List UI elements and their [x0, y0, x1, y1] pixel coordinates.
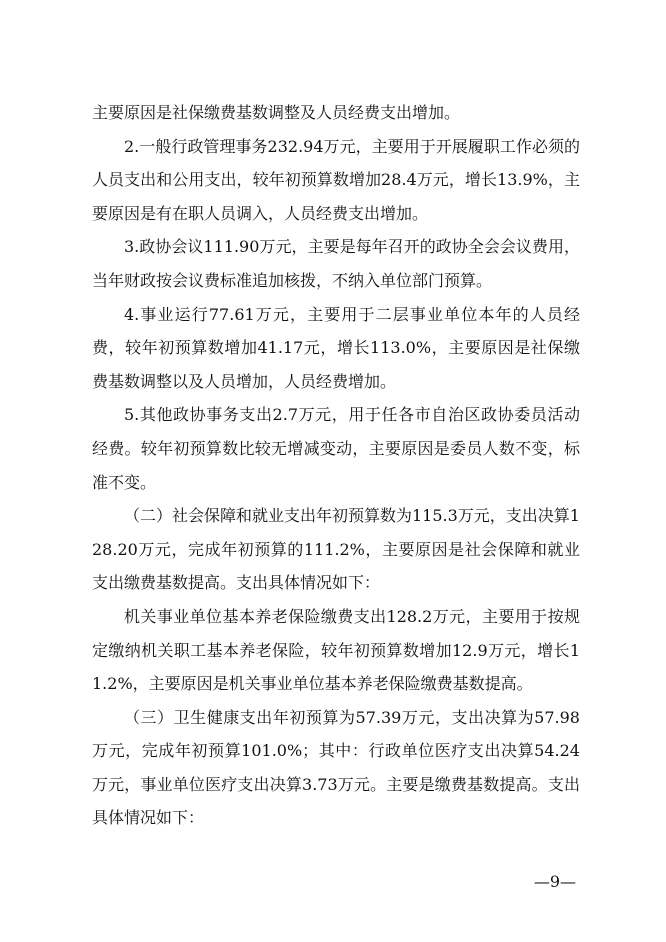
document-body [92, 96, 580, 835]
paragraph-2: 2.一般行政管理事务232.94万元，主要用于开展履职工作必须的人员支出和公用支出，较年初预算数增加28.4万元，增长13.9%，主要原因是有在职人员调入，人员经费支出增加。 [92, 136, 580, 223]
paragraph-7: 机关事业单位基本养老保险缴费支出128.2万元，主要用于按规定缴纳机关职工基本养老保险，较年初预算数增加12.9万元，增长11.2%，主要原因是机关事业单位基本养老保险缴费基数提高。 [92, 606, 580, 694]
page-number: —9— [533, 872, 576, 891]
paragraph-6: （二）社会保障和就业支出年初预算数为115.3万元，支出决算128.20万元，完成年初预算的111.2%，主要原因是社会保障和就业支出缴费基数提高。支出具体情况如下： [92, 506, 580, 593]
paragraph-4: 4.事业运行77.61万元，主要用于二层事业单位本年的人员经费，较年初预算数增加41.17元，增长113.0%，主要原因是社保缴费基数调整以及人员增加，人员经费增加。 [92, 304, 580, 391]
paragraph-3: 3.政协会议111.90万元，主要是每年召开的政协全会会议费用，当年财政按会议费标准追加核拨，不纳入单位部门预算。 [92, 237, 580, 290]
paragraph-8: （三）卫生健康支出年初预算为57.39万元，支出决算为57.98万元，完成年初预算101.0%；其中：行政单位医疗支出决算54.24万元，事业单位医疗支出决算3.73万元。主要是缴费基数提高。支出具体情况如下： [92, 707, 580, 828]
paragraph-5: 5.其他政协事务支出2.7万元，用于任各市自治区政协委员活动经费。较年初预算数比较无增减变动，主要原因是委员人数不变，标准不变。 [92, 405, 580, 492]
paragraph-1: 主要原因是社保缴费基数调整及人员经费支出增加。 [92, 103, 461, 122]
